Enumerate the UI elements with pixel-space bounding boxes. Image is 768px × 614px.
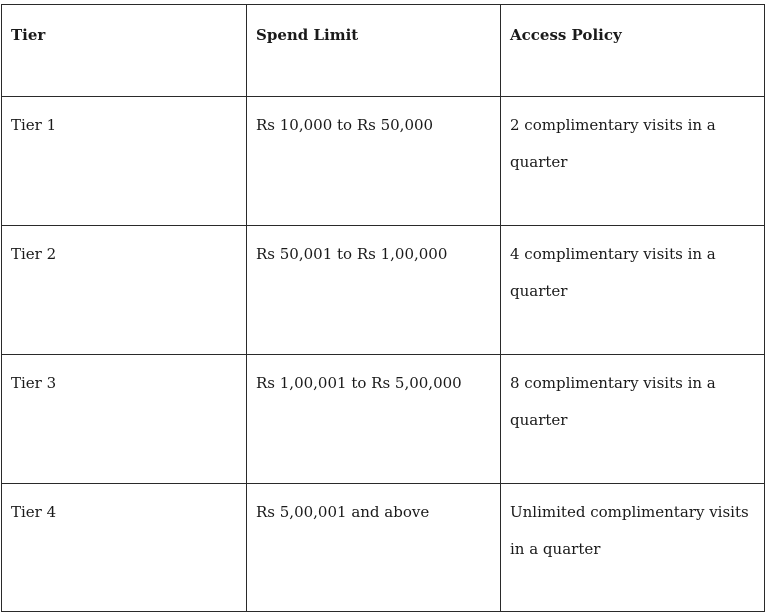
cell-access-policy: Unlimited complimentary visits in a quarter [501, 484, 765, 612]
table-row [2, 226, 765, 355]
header-access-policy: Access Policy [501, 5, 765, 97]
header-spend-limit: Spend Limit [247, 5, 501, 97]
cell-access-policy: 4 complimentary visits in a quarter [501, 226, 765, 355]
table-row [2, 97, 765, 226]
tier-table [1, 4, 765, 612]
header-tier: Tier [2, 5, 247, 97]
table-header-row [2, 5, 765, 97]
table-row [2, 355, 765, 484]
cell-spend-limit: Rs 10,000 to Rs 50,000 [247, 97, 501, 226]
cell-tier: Tier 3 [2, 355, 247, 484]
cell-tier: Tier 2 [2, 226, 247, 355]
table-row [2, 484, 765, 612]
cell-spend-limit: Rs 50,001 to Rs 1,00,000 [247, 226, 501, 355]
cell-tier: Tier 1 [2, 97, 247, 226]
cell-access-policy: 2 complimentary visits in a quarter [501, 97, 765, 226]
cell-tier: Tier 4 [2, 484, 247, 612]
cell-spend-limit: Rs 1,00,001 to Rs 5,00,000 [247, 355, 501, 484]
cell-spend-limit: Rs 5,00,001 and above [247, 484, 501, 612]
cell-access-policy: 8 complimentary visits in a quarter [501, 355, 765, 484]
